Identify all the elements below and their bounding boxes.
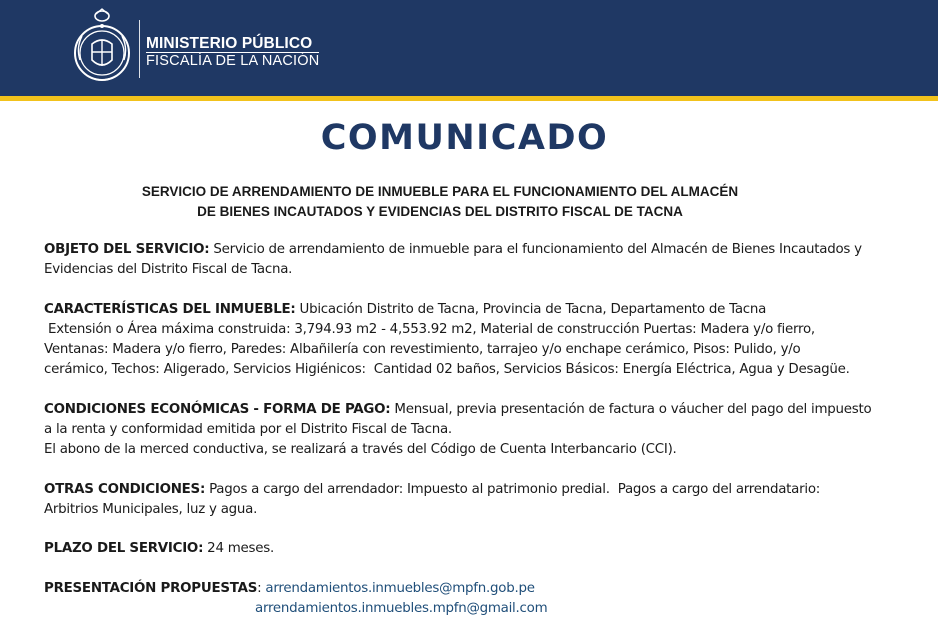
page-title: COMUNICADO	[320, 118, 609, 158]
section-condiciones	[44, 400, 894, 460]
org-name: MINISTERIO PÚBLICO	[146, 35, 313, 52]
logo-divider	[139, 20, 140, 78]
section-text: 24 meses.	[203, 541, 274, 556]
section-text: Pagos a cargo del arrendador: Impuesto al patrimonio predial. Pagos a cargo del arrendatario:	[205, 482, 821, 497]
section-text: Ubicación Distrito de Tacna, Provincia de Tacna, Departamento de Tacna	[295, 302, 767, 317]
section-label: PLAZO DEL SERVICIO:	[44, 541, 204, 556]
section-otras	[44, 480, 894, 520]
section-text: Mensual, previa presentación de factura o váucher del pago del impuesto	[390, 402, 872, 417]
email-link-primary[interactable]: arrendamientos.inmuebles@mpfn.gob.pe	[265, 581, 535, 596]
section-text: Arbitrios Municipales, luz y agua.	[44, 502, 258, 517]
section-label: OTRAS CONDICIONES:	[44, 482, 206, 497]
section-text: Servicio de arrendamiento de inmueble para el funcionamiento del Almacén de Bienes Incautados y	[209, 242, 862, 257]
subtitle-line: SERVICIO DE ARRENDAMIENTO DE INMUEBLE PARA EL FUNCIONAMIENTO DEL ALMACÉN	[141, 184, 739, 199]
label-colon: :	[257, 581, 266, 596]
email-link-secondary[interactable]: arrendamientos.inmuebles.mpfn@gmail.com	[255, 601, 548, 616]
section-text: cerámico, Techos: Aligerado, Servicios Higiénicos: Cantidad 02 baños, Servicios Básicos: Energía Eléctrica, Agua y Desagüe.	[44, 362, 850, 377]
org-subtitle: FISCALÍA DE LA NACIÓN	[146, 53, 320, 69]
section-objeto	[44, 240, 894, 280]
section-label: PRESENTACIÓN PROPUESTAS	[44, 581, 258, 596]
coat-of-arms-icon	[70, 8, 134, 90]
header-accent-bar	[0, 96, 938, 101]
section-text: El abono de la merced conductiva, se realizará a través del Código de Cuenta Interbancario (CCI).	[44, 442, 677, 457]
section-text: a la renta y conformidad emitida por el Distrito Fiscal de Tacna.	[44, 422, 452, 437]
section-label: CONDICIONES ECONÓMICAS - FORMA DE PAGO:	[44, 402, 391, 417]
document-subtitle	[0, 182, 880, 222]
subtitle-line: DE BIENES INCAUTADOS Y EVIDENCIAS DEL DISTRITO FISCAL DE TACNA	[197, 204, 683, 219]
section-plazo	[44, 539, 894, 559]
section-label: CARACTERÍSTICAS DEL INMUEBLE:	[44, 302, 296, 317]
section-label: OBJETO DEL SERVICIO:	[44, 242, 210, 257]
header-banner	[0, 0, 938, 96]
section-presentacion	[44, 579, 894, 619]
section-text: Ventanas: Madera y/o fierro, Paredes: Albañilería con revestimiento, tarrajeo y/o enchape cerámico, Pisos: Pulido, y/o	[44, 342, 801, 357]
section-caracteristicas	[44, 300, 894, 380]
org-logo-text	[146, 35, 319, 69]
section-text: Extensión o Área máxima construida: 3,794.93 m2 - 4,553.92 m2, Material de construcción Puertas: Madera y/o fierro,	[44, 322, 815, 337]
section-text: Evidencias del Distrito Fiscal de Tacna.	[44, 262, 293, 277]
